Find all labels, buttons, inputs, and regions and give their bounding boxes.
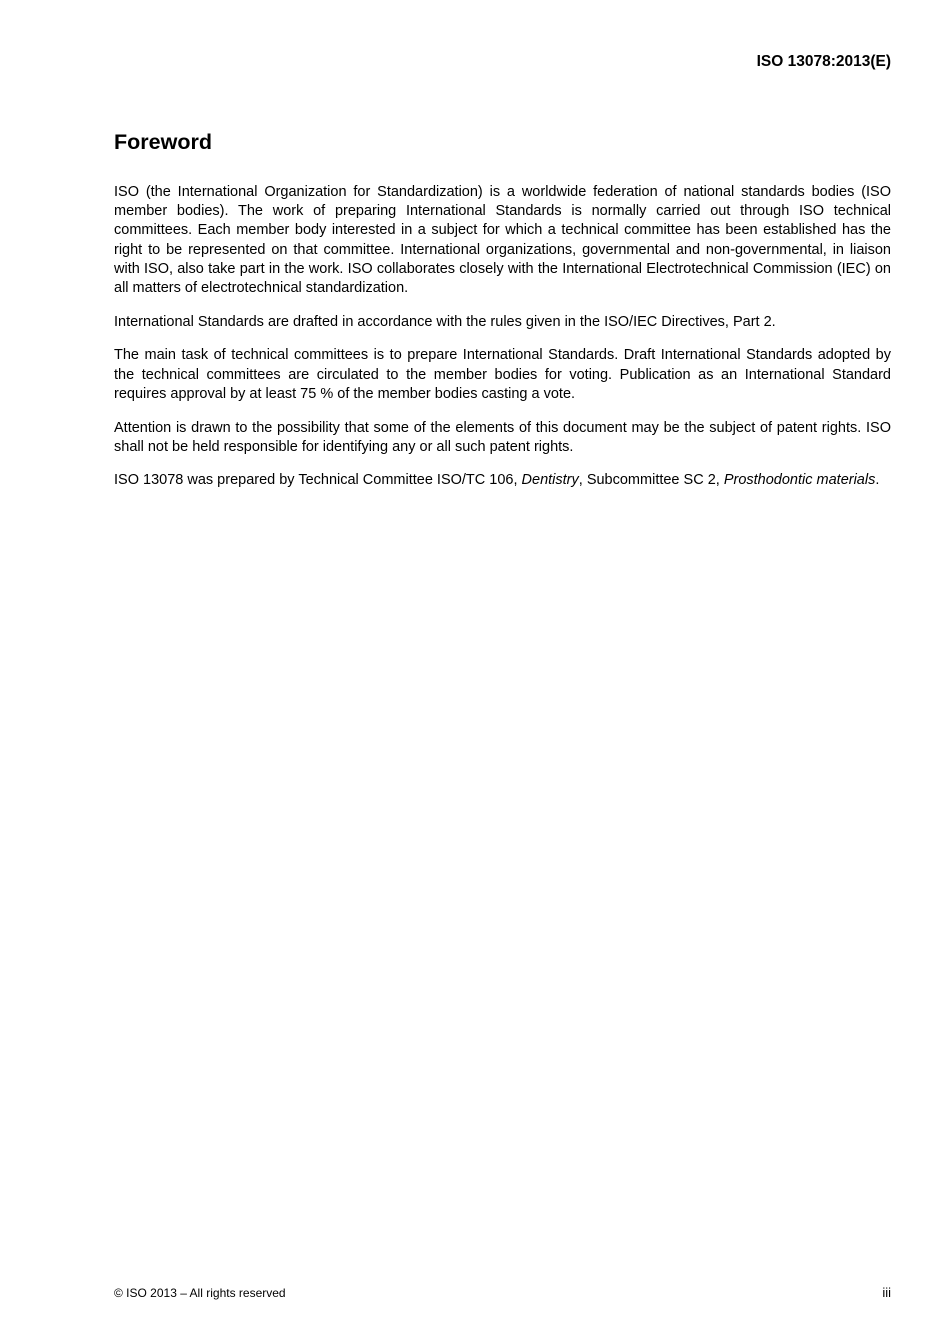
paragraph: ISO (the International Organization for Standardization) is a worldwide federation of national standards bodies (ISO member bodies). The work of preparing International Standards is normally carried out through ISO technical committees. Each member body interested in a subject for which a technical committee has been established has the right to be represented on that committee. International organizations, governmental and non-governmental, in liaison with ISO, also take part in the work. ISO collaborates closely with the International Electrotechnical Commission (IEC) on all matters of electrotechnical standardization. [114, 184, 891, 297]
preparation-paragraph [114, 471, 891, 490]
foreword-body [114, 183, 891, 505]
page-number: iii [882, 1285, 891, 1300]
paragraph: The main task of technical committees is to prepare International Standards. Draft International Standards adopted by the technical committees are circulated to the member bodies for voting. Publication as an International Standard requires approval by at least 75 % of the member bodies casting a vote. [114, 347, 891, 402]
document-id: ISO 13078:2013(E) [756, 53, 891, 70]
paragraph-text: ISO 13078 was prepared by Technical Committee ISO/TC 106, [114, 472, 522, 489]
paragraph-text: . [875, 472, 880, 489]
paragraph: International Standards are drafted in accordance with the rules given in the ISO/IEC Directives, Part 2. [114, 313, 776, 330]
page-title: Foreword [114, 130, 212, 154]
paragraph-text: , Subcommittee SC 2, [578, 472, 724, 489]
committee-name: Dentistry [521, 472, 579, 489]
paragraph: Attention is drawn to the possibility that some of the elements of this document may be the subject of patent rights. ISO shall not be held responsible for identifying any or all such patent rights. [114, 419, 891, 455]
subcommittee-name: Prosthodontic materials [723, 472, 876, 489]
copyright-notice: © ISO 2013 – All rights reserved [114, 1286, 286, 1300]
